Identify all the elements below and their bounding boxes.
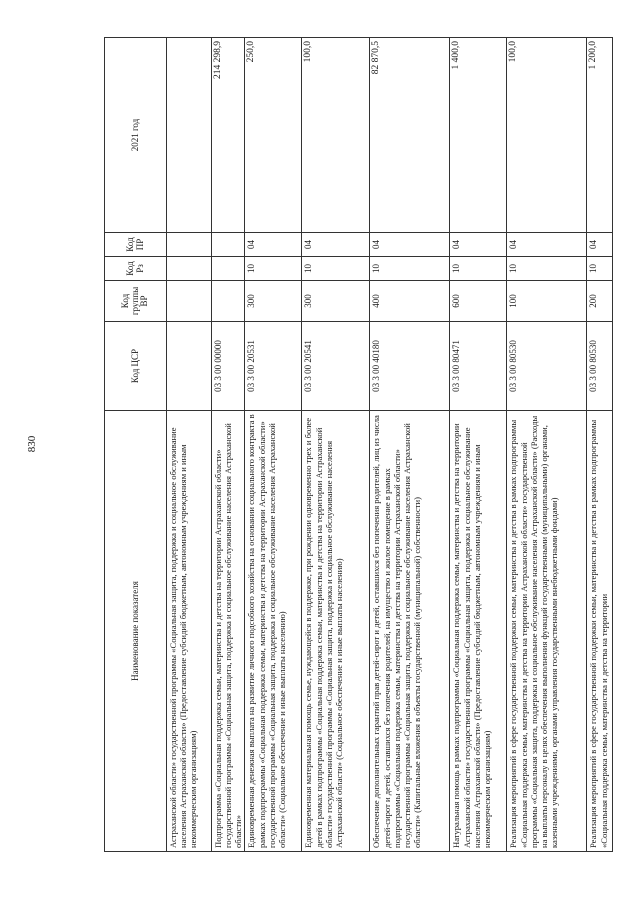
row-name: Реализация мероприятий в сфере государственной поддержки семьи, материнства и детства в рамках подпрограммы «Социальная поддержка семьи, материнства и детства на территории xyxy=(587,411,613,852)
table-row xyxy=(450,38,507,852)
row-rz: 10 xyxy=(587,257,613,281)
row-pr: 04 xyxy=(370,233,450,257)
row-pr: 04 xyxy=(245,233,302,257)
row-vr: 100 xyxy=(507,281,587,322)
row-vr xyxy=(167,281,212,322)
header-group-vr: Код группы ВР xyxy=(105,281,167,322)
row-rz: 10 xyxy=(450,257,507,281)
row-pr xyxy=(212,233,245,257)
row-rz: 10 xyxy=(245,257,302,281)
row-vr: 200 xyxy=(587,281,613,322)
header-name: Наименование показателя xyxy=(105,411,167,852)
row-vr: 300 xyxy=(302,281,370,322)
row-csr: 03 3 00 40180 xyxy=(370,322,450,411)
row-csr: 03 3 00 80530 xyxy=(507,322,587,411)
row-name: Реализация мероприятий в сфере государственной поддержки семьи, материнства и детства в рамках подпрограммы «Социальная поддержка семьи, материнства и детства на территории Астраханской области» государственной программы «Социальная защита, поддержка и социальное обслуживание населения Астраханской области» (Расходы на выплаты персоналу в целях обеспечения выполнения функций государственными (муниципальными) органами, казенными учреждениями, органами управления государственными внебюджетными фондами) xyxy=(507,411,587,852)
row-amount: 82 870,5 xyxy=(370,38,450,233)
row-amount: 100,0 xyxy=(302,38,370,233)
row-csr: 03 3 00 20541 xyxy=(302,322,370,411)
row-name: Астраханской области» государственной программы «Социальная защита, поддержка и социальное обслуживание населения Астраханской области» (Предоставление субсидий бюджетным, автономным учреждениям и иным некоммерческим организациям) xyxy=(167,411,212,852)
table-row xyxy=(245,38,302,852)
row-csr xyxy=(167,322,212,411)
row-amount xyxy=(167,38,212,233)
row-name: Обеспечение дополнительных гарантий прав детей-сирот и детей, оставшихся без попечения родителей, лиц из числа детей-сирот и детей, оставшихся без попечения родителей, на имущество и жилое помещение в рамках подпрограммы «Социальная поддержка семьи, материнства и детства на территории Астраханской области» государственной программы «Социальная защита, поддержка и социальное обслуживание населения Астраханской области» (Капитальные вложения в объекты государственной (муниципальной) собственности) xyxy=(370,411,450,852)
table-row xyxy=(212,38,245,852)
header-pr: Код ПР xyxy=(105,233,167,257)
row-rz: 10 xyxy=(370,257,450,281)
header-year: 2021 год xyxy=(105,38,167,233)
row-csr: 03 3 00 00000 xyxy=(212,322,245,411)
table-row xyxy=(370,38,450,852)
row-pr: 04 xyxy=(587,233,613,257)
row-vr: 400 xyxy=(370,281,450,322)
row-rz: 10 xyxy=(507,257,587,281)
table-row xyxy=(507,38,587,852)
row-vr: 300 xyxy=(245,281,302,322)
header-rz: Код Рз xyxy=(105,257,167,281)
table-header-row xyxy=(105,38,167,852)
row-pr xyxy=(167,233,212,257)
row-pr: 04 xyxy=(507,233,587,257)
row-rz xyxy=(212,257,245,281)
row-csr: 03 3 00 80530 xyxy=(587,322,613,411)
table-row xyxy=(167,38,212,852)
row-amount: 214 298,9 xyxy=(212,38,245,233)
row-amount: 1 400,0 xyxy=(450,38,507,233)
row-amount: 100,0 xyxy=(507,38,587,233)
row-name: Натуральная помощь в рамках подпрограммы «Социальная поддержка семьи, материнства и детства на территории Астраханской области» государственной программы «Социальная защита, поддержка и социальное обслуживание населения Астраханской области» (Предоставление субсидий бюджетным, автономным учреждениям и иным некоммерческим организациям) xyxy=(450,411,507,852)
row-rz xyxy=(167,257,212,281)
row-rz: 10 xyxy=(302,257,370,281)
row-csr: 03 3 00 80471 xyxy=(450,322,507,411)
row-vr xyxy=(212,281,245,322)
row-name: Подпрограмма «Социальная поддержка семьи, материнства и детства на территории Астраханской области» государственной программы «Социальная защита, поддержка и социальное обслуживание населения Астраханской области» xyxy=(212,411,245,852)
row-name: Единовременная денежная выплата на развитие личного подсобного хозяйства на основании социального контракта в рамках подпрограммы «Социальная поддержка семьи, материнства и детства на территории Астраханской области» государственной программы «Социальная защита, поддержка и социальное обслуживание населения Астраханской области» (Социальное обеспечение и иные выплаты населению) xyxy=(245,411,302,852)
row-vr: 600 xyxy=(450,281,507,322)
row-amount: 1 200,0 xyxy=(587,38,613,233)
table-row xyxy=(302,38,370,852)
row-amount: 250,0 xyxy=(245,38,302,233)
budget-table xyxy=(104,37,613,852)
row-pr: 04 xyxy=(302,233,370,257)
page-number: 830 xyxy=(26,435,38,453)
row-name: Единовременная материальная помощь семье, нуждающейся в поддержке, при рождении одновременно трех и более детей в рамках подпрограммы «Социальная поддержка семьи, материнства и детства на территории Астраханской области» государственной программы «Социальная защита, поддержка и социальное обслуживание населения Астраханской области» (Социальное обеспечение и иные выплаты населению) xyxy=(302,411,370,852)
row-pr: 04 xyxy=(450,233,507,257)
header-csr: Код ЦСР xyxy=(105,322,167,411)
row-csr: 03 3 00 20531 xyxy=(245,322,302,411)
budget-table-container xyxy=(104,38,609,852)
table-row xyxy=(587,38,613,852)
